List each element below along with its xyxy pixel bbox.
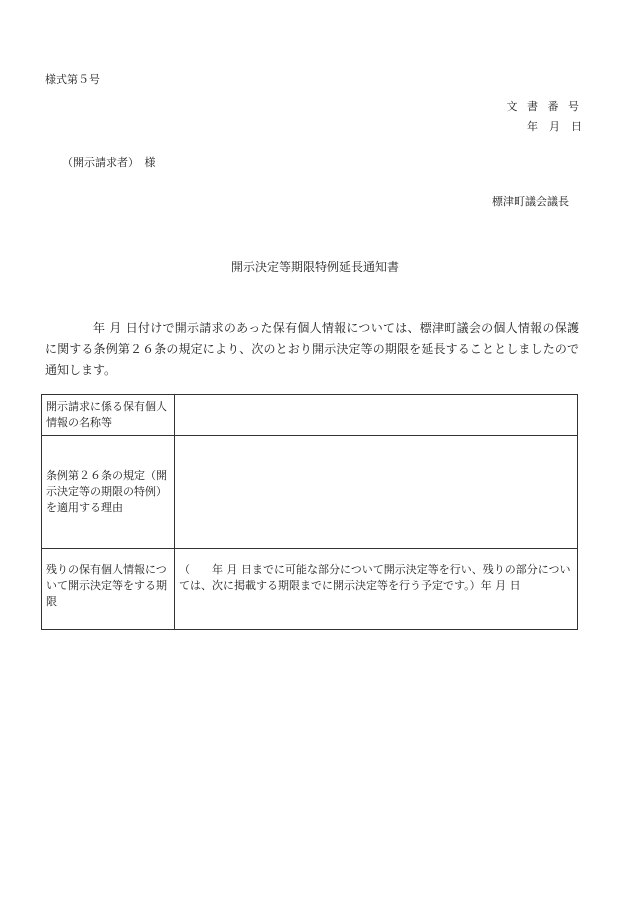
document-number-label: 文 書 番 号 [506, 100, 582, 113]
row-value-reason [175, 436, 578, 549]
table-row [42, 549, 578, 630]
row-value-deadline: （ 年 月 日までに可能な部分について開示決定等を行い、残りの部分については、次に掲載する期限までに開示決定等を行う予定です。）年 月 日 [175, 549, 578, 630]
body-paragraph: 年 月 日付けで開示請求のあった保有個人情報については、標津町議会の個人情報の保護に関する条例第２６条の規定により、次のとおり開示決定等の期限を延長することとしましたので通知します。 [45, 321, 579, 377]
row-label-info-name: 開示請求に係る保有個人情報の名称等 [42, 395, 175, 436]
document-date-label: 年 月 日 [527, 120, 582, 133]
sender-line: 標津町議会議長 [492, 195, 569, 208]
table-row [42, 395, 578, 436]
info-table [41, 394, 578, 630]
row-value-info-name [175, 395, 578, 436]
table-row [42, 436, 578, 549]
row-label-deadline: 残りの保有個人情報について開示決定等をする期限 [42, 549, 175, 630]
recipient-line: （開示請求者） 様 [62, 156, 156, 169]
form-number: 様式第５号 [45, 73, 100, 86]
document-title: 開示決定等期限特例延長通知書 [230, 260, 399, 274]
row-label-reason: 条例第２６条の規定（開示決定等の期限の特例）を適用する理由 [42, 436, 175, 549]
